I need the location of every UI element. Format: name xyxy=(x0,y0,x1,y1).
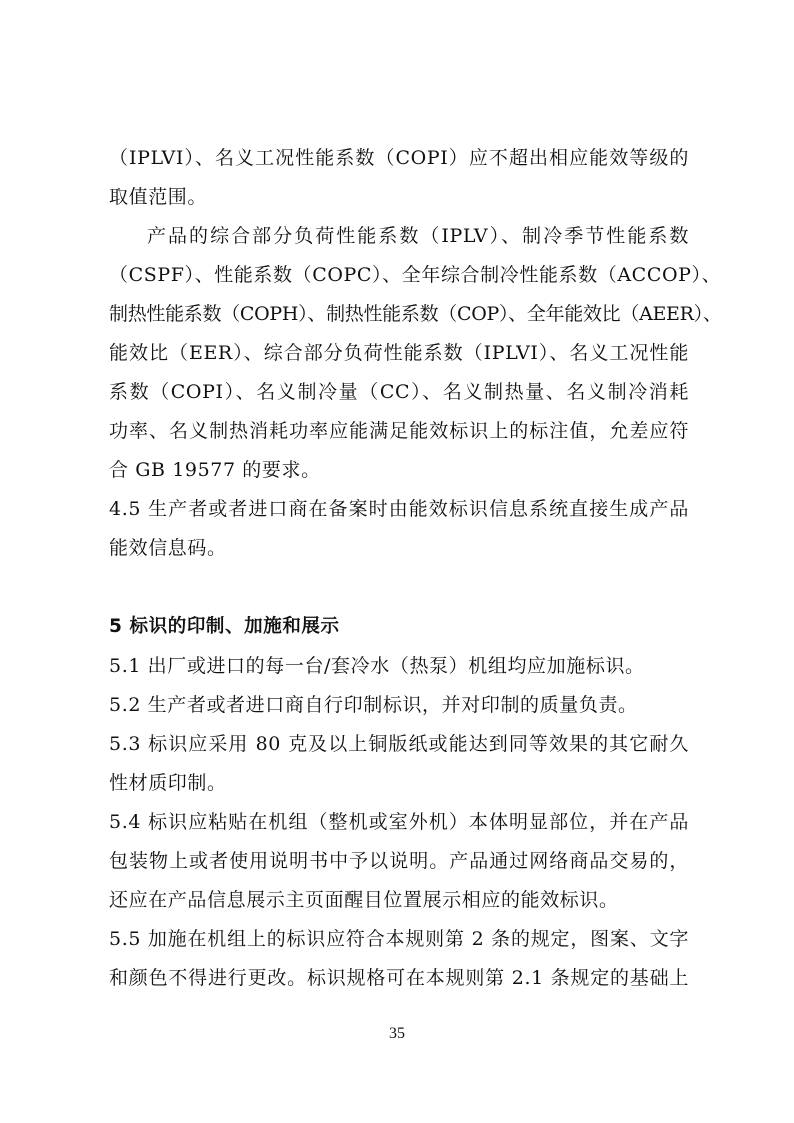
text-line: 还应在产品信息展示主页面醒目位置展示相应的能效标识。 xyxy=(109,889,619,911)
text-line: 合 GB 19577 的要求。 xyxy=(109,459,321,481)
text-line: 取值范围。 xyxy=(109,186,208,208)
text-line: 和颜色不得进行更改。标识规格可在本规则第 2.1 条规定的基础上 xyxy=(109,967,689,989)
section-heading: 5 标识的印制、加施和展示 xyxy=(109,616,340,637)
clause-5-5: 5.5 加施在机组上的标识应符合本规则第 2 条的规定，图案、文字 xyxy=(109,928,689,950)
clause-5-2: 5.2 生产者或者进口商自行印制标识，并对印制的质量负责。 xyxy=(109,694,638,716)
paragraph-first-line: 产品的综合部分负荷性能系数（IPLV）、制冷季节性能系数 xyxy=(147,225,689,247)
clause-5-1: 5.1 出厂或进口的每一台/套冷水（热泵）机组均应加施标识。 xyxy=(109,655,645,677)
clause-5-4: 5.4 标识应粘贴在机组（整机或室外机）本体明显部位，并在产品 xyxy=(109,811,689,833)
text-line: 制热性能系数（COPH）、制热性能系数（COP）、全年能效比（AEER）、 xyxy=(109,303,722,325)
page-number: 35 xyxy=(389,1025,405,1042)
text-line: （CSPF）、性能系数（COPC）、全年综合制冷性能系数（ACCOP）、 xyxy=(109,264,722,286)
text-line: 能效比（EER）、综合部分负荷性能系数（IPLVI）、名义工况性能 xyxy=(109,342,689,364)
text-line: 性材质印制。 xyxy=(109,772,227,794)
text-line: 能效信息码。 xyxy=(109,537,227,559)
text-line: 系数（COPI）、名义制冷量（CC）、名义制热量、名义制冷消耗 xyxy=(109,381,689,403)
clause-4-5: 4.5 生产者或者进口商在备案时由能效标识信息系统直接生成产品 xyxy=(109,498,689,520)
clause-5-3: 5.3 标识应采用 80 克及以上铜版纸或能达到同等效果的其它耐久 xyxy=(109,733,689,755)
text-line: （IPLVI）、名义工况性能系数（COPI）应不超出相应能效等级的 xyxy=(109,147,689,169)
text-line: 功率、名义制热消耗功率应能满足能效标识上的标注值，允差应符 xyxy=(109,420,689,442)
text-line: 包装物上或者使用说明书中予以说明。产品通过网络商品交易的， xyxy=(109,850,689,872)
